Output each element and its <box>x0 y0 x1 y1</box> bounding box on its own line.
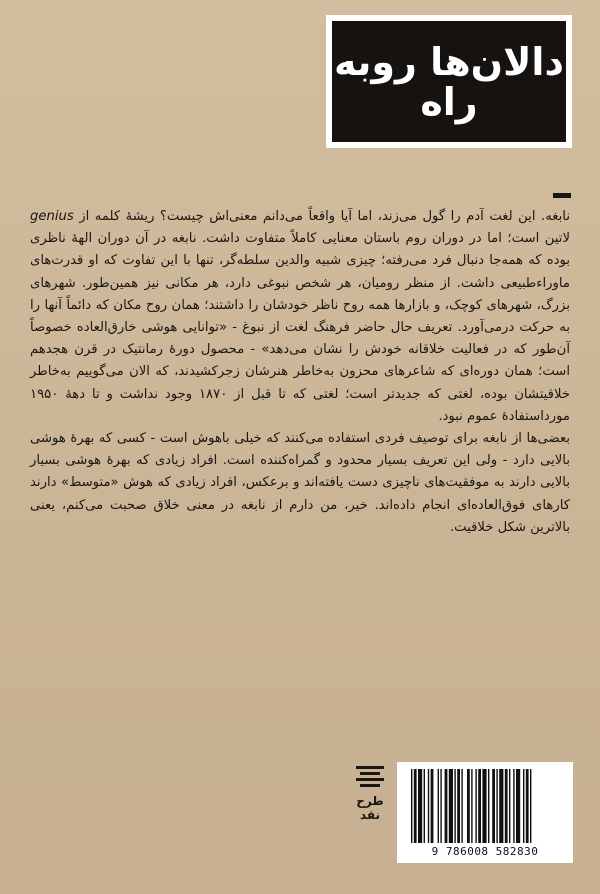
blurb-text <box>30 206 570 539</box>
section-dash <box>553 193 571 198</box>
blurb-p1-latin-word: genius <box>30 209 74 224</box>
publisher-name: طرح نقد <box>356 794 384 822</box>
title-logo <box>326 15 572 148</box>
blurb-paragraph-1 <box>30 206 570 428</box>
publisher-logo <box>354 766 386 838</box>
barcode-bars-icon <box>411 769 559 843</box>
title-logo-panel <box>332 21 566 142</box>
title-logo-text: دالان‌ها روبه راه <box>334 39 564 124</box>
blurb-paragraph-2: بعضی‌ها از نابغه برای توصیف فردی استفاده می‌کنند که خیلی باهوش است - کسی که بهرهٔ هوشی بالایی دارد - ولی این تعریف بسیار محدود و گمراه‌کننده است. افراد زیادی که بهرهٔ هوشی بسیار بالایی دارند به موفقیت‌های ناچیزی دست یافته‌اند و برعکس، افراد زیادی که هوش «متوسط» دارند کارهای فوق‌العاده‌ای انجام داده‌اند. خیر، من دارم از نابغه در معنی خلاق صحبت می‌کنم، یعنی بالاترین شکل خلاقیت. <box>30 431 570 535</box>
isbn-barcode <box>397 762 573 863</box>
blurb-p1-lead: نابغه. این لغت آدم را گول می‌زند، اما آیا واقعاً می‌دانم معنی‌اش چیست؟ ریشهٔ کلمه از <box>73 209 570 224</box>
publisher-mark-icon <box>356 766 384 790</box>
blurb-p1-rest: لاتین است؛ اما در دوران روم باستان معنایی کاملاً متفاوت داشت. نابغه در آن دوران الههٔ ناظری بوده که همه‌جا دنبال فرد می‌رفته؛ چیزی شبیه والدین سلطه‌گر، تنها با این تفاوت که او قدرت‌های ماوراءطبیعی داشت. از منظر رومیان، هر شخص نبوغی دارد، هر مکانی نیز همین‌طور. شهرهای بزرگ، شهرهای کوچک، و بازارها همه روح ناظر خودشان را داشتند؛ همان روح مکان که دائماً آنها را به حرکت درمی‌آورد. تعریف حال حاضر فرهنگ لغت از نبوغ - «توانایی هوشی خارق‌العاده خصوصاً آن‌طور که در فعالیت خلاقانه خودش را نشان می‌دهد» - محصول دورهٔ رمانتیک در قرن هجدهم است؛ همان دوره‌ای که شاعرهای محزون به‌خاطر هنرشان زجرکشیدند، که الان می‌گوییم به‌خاطر خلاقیتشان بوده، لغتی که جدیدتر است؛ لغتی که تا قبل از ۱۸۷۰ وجود نداشت و تا دههٔ ۱۹۵۰ مورداستفادهٔ عموم نبود. <box>30 231 570 424</box>
isbn-number: 9 786008 582830 <box>431 845 539 858</box>
